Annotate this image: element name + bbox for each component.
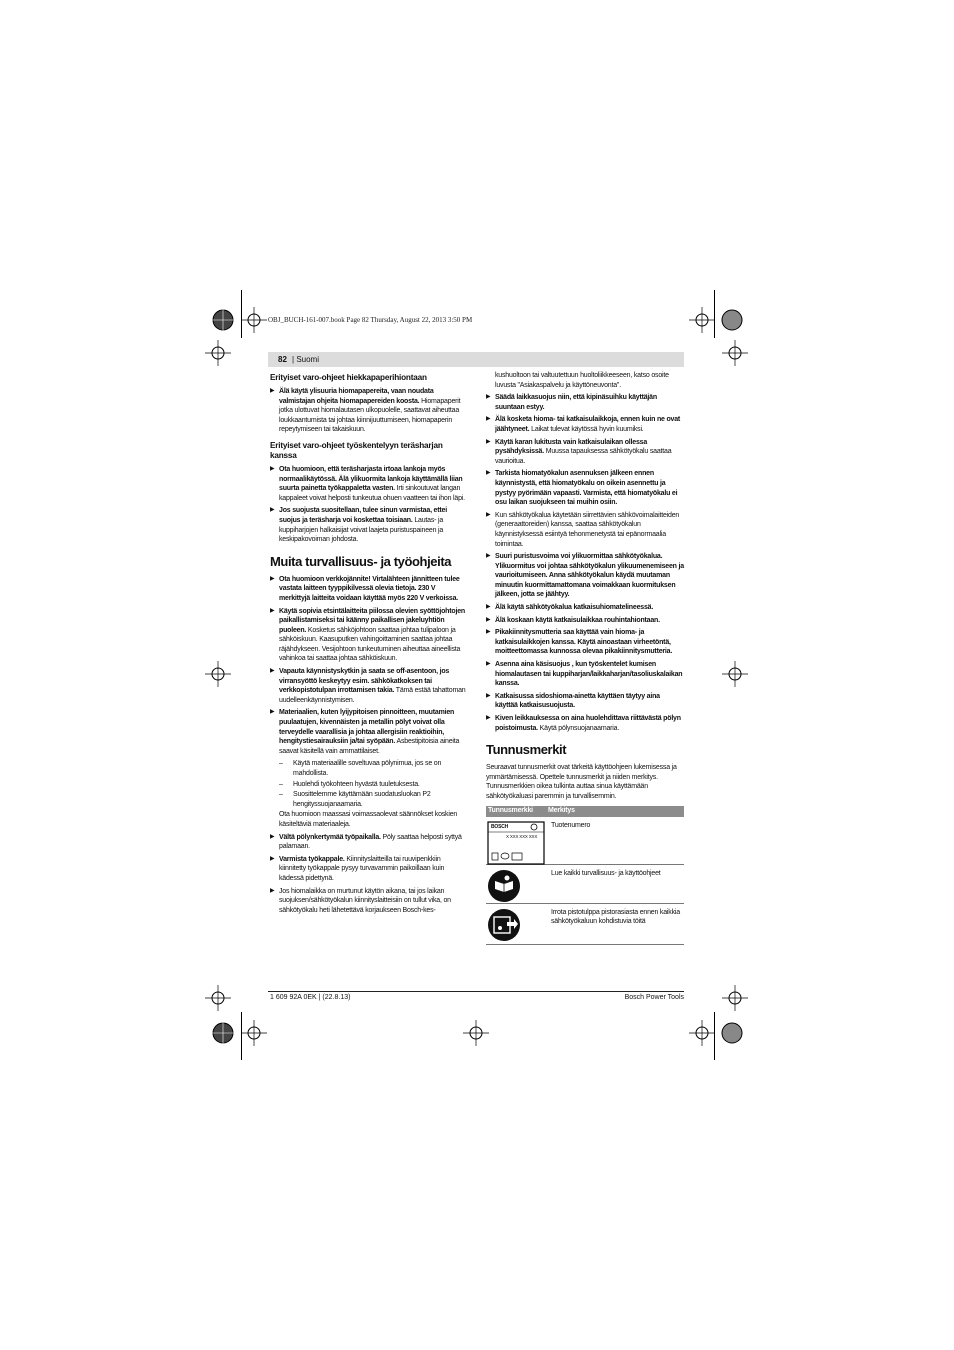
list-item: ▶ Varmista työkappale. Kiinnityslaitteilla tai ruuvipenkkiin kiinnitetty työkappale pysyy turvavammin paikoillaan kuin kädessä pidettynä. xyxy=(270,855,445,882)
left-column xyxy=(270,371,468,918)
list-item: ▶ Tarkista hiomatyökalun asennuksen jälkeen ennen käynnistystä, että hiomatyökalu on oikein asennettu ja pystyy pyörimään vapaasti. Varmista, että hiomatyökalu ei osu laikan suojukseen tai muihin osiin. xyxy=(486,470,678,507)
crosshair-mark-icon xyxy=(463,1020,489,1046)
bullet-icon: ▶ xyxy=(486,616,491,623)
bullet-icon: ▶ xyxy=(270,575,275,582)
list-item: ▶ Pikakiinnitysmutteria saa käyttää vain hioma- ja katkaisulaikkojen kanssa. Käytä ainoastaan virheetöntä, moitteettomassa kunnossa olevaa pikakiinnitysmutteria. xyxy=(486,629,673,656)
list-item: ▶ Kun sähkötyökalua käytetään siirrettävien sähkövoimalaitteiden (generaattoreiden) kanssa, saattaa sähkötyökalun käynnistyksessä esiintyä tehonmenetystä tai epänormaalia toimintaa. xyxy=(486,511,680,548)
crop-line xyxy=(241,290,242,338)
list-item: ▶ Ota huomioon, että teräsharjasta irtoaa lankoja myös normaalikäytössä. Älä ylikuormita lankoja käyttämällä liian suurta painetta työkappaletta vasten. Irti sinkoutuvat langan kappaleet voivat helposti tunkeutua ohuen vaatteen tai ihon läpi. xyxy=(270,465,465,502)
list-item: ▶ Materiaalien, kuten lyijypitoisen pinnoitteen, muutamien puulaatujen, kivennäisten ja metallin pölyt voivat olla terveydelle vaarallisia ja johtaa allergisiin reaktioihin, hengitystiesairauksiin ja/tai syöpään. Asbestipitoisia aineita saavat käsitellä vain ammattilaiset. xyxy=(270,709,460,755)
bullet-icon: ▶ xyxy=(270,855,275,862)
bullet-icon: ▶ xyxy=(486,661,491,668)
list-item: ▶ Vältä pölynkertymää työpaikalla. Pöly saattaa helposti syttyä palamaan. xyxy=(270,833,462,851)
list-item: ▶ Katkaisussa sidoshioma-ainetta käyttäen täytyy aina käyttää katkaisusuojusta. xyxy=(486,692,660,710)
bullet-icon: ▶ xyxy=(270,668,275,675)
crosshair-mark-icon xyxy=(722,661,748,687)
registration-mark-icon xyxy=(719,1020,745,1046)
table-header: Tunnusmerkki Merkitys xyxy=(486,806,684,817)
crosshair-mark-icon xyxy=(722,340,748,366)
bullet-icon: ▶ xyxy=(270,833,275,840)
bullet-icon: ▶ xyxy=(486,715,491,721)
crop-line xyxy=(241,1012,242,1060)
right-column xyxy=(486,371,684,945)
crosshair-mark-icon xyxy=(205,661,231,687)
bullet-icon: ▶ xyxy=(486,416,491,423)
list-item: ▶ Ota huomioon verkkojännite! Virtalähteen jännitteen tulee vastata laitteen tyyppikilvessä olevia tietoja. 230 V merkittyjä laitteita voidaan käyttää myös 220 V verkoissa. xyxy=(270,575,460,602)
bullet-icon: ▶ xyxy=(486,438,491,445)
crosshair-mark-icon xyxy=(722,985,748,1011)
list-item: ▶ Jos suojusta suositellaan, tulee sinun varmistaa, ettei suojus ja teräsharja voi koskettaa toisiaan. Lautas- ja kuppiharjojen halkaisijat voivat laajeta puristuspaineen ja keskipakovoiman johdosta. xyxy=(270,507,447,544)
symbol-meaning: Tuotenumero xyxy=(551,821,591,829)
crosshair-mark-icon xyxy=(205,340,231,366)
bullet-icon: ▶ xyxy=(270,607,275,614)
list-item: ▶ Kiven leikkauksessa on aina huolehdittava riittävästä pölyn poistoimusta. Käytä pölynsuojanaamaria. xyxy=(486,715,681,732)
list-item: ▶ Käytä sopivia etsintälaitteita piilossa olevien syöttöjohtojen paikallistamiseksi tai käänny paikallisen jakeluyhtiön puoleen. Kosketus sähköjohtoon saattaa johtaa tulipaloon ja sähköiskuun. Kaasuputken vahingoittaminen saattaa johtaa räjähdykseen. Vesijohtoon tunkeutuminen aiheuttaa aineellista vahinkoa tai saattaa johtaa sähköiskuun. xyxy=(270,607,465,663)
unplug-icon xyxy=(487,908,521,942)
bullet-icon: ▶ xyxy=(486,470,491,477)
list-item: ▶ Älä käytä sähkötyökalua katkaisuhiomatelineessä. xyxy=(486,604,654,612)
page-header xyxy=(268,352,684,367)
registration-mark-icon xyxy=(719,307,745,333)
language-label: | Suomi xyxy=(292,355,319,364)
page-number: 82 xyxy=(278,355,287,364)
section-title: Tunnusmerkit xyxy=(486,742,567,758)
bullet-icon: ▶ xyxy=(486,692,491,699)
dash-item: – Huolehdi työkohteen hyvästä tuuletuksesta. xyxy=(279,780,420,788)
list-item: ▶ Suuri puristusvoima voi ylikuormittaa sähkötyökalua. Ylikuormitus voi johtaa sähkötyökalun ylikuumenemiseen ja vaurioitumiseen. Anna sähkötyökalun käydä muutaman minuutin kuormittamattomana voimakkaan kuormituksen jälkeen, jotta se jäähtyy. xyxy=(486,553,684,599)
crop-line xyxy=(714,1012,715,1060)
registration-mark-icon xyxy=(210,1020,236,1046)
list-item: ▶ Älä koskaan käytä katkaisulaikkaa rouhintahiontaan. xyxy=(486,616,660,624)
crop-line xyxy=(714,290,715,338)
dash-item: – Suosittelemme käyttämään suodatusluokan P2 hengityssuojanaamaria. xyxy=(279,791,431,808)
table-row xyxy=(486,904,684,945)
list-item: ▶ Säädä laikkasuojus niin, että kipinäsuihku käyttäjän suuntaan estyy. xyxy=(486,394,657,411)
dash-item: – Käytä materiaalille soveltuvaa pölynimua, jos se on mahdollista. xyxy=(279,760,442,777)
bullet-icon: ▶ xyxy=(486,394,491,401)
table-row xyxy=(486,865,684,904)
crosshair-mark-icon xyxy=(689,307,715,333)
section-heading: Erityiset varo-ohjeet työskentelyyn teräsharjan kanssa xyxy=(270,440,443,460)
bullet-icon: ▶ xyxy=(486,604,491,611)
symbol-meaning: Irrota pistotulppa pistorasiasta ennen kaikkia sähkötyökaluun kohdistuvia töitä xyxy=(551,908,680,926)
bullet-icon: ▶ xyxy=(270,709,275,716)
bullet-icon: ▶ xyxy=(270,388,275,394)
list-item: ▶ Jos hiomalaikka on murtunut käytön aikana, tai jos laikan suojuksen/sähkötyökalun kiinnityslaitteisiin on tullut vika, on sähkötyökalu heti lähetettävä korjaukseen Bosch-kes- xyxy=(270,887,451,914)
bullet-icon: ▶ xyxy=(270,887,275,894)
list-item: ▶ Käytä karan lukitusta vain katkaisulaikan ollessa pysähdyksissä. Muussa tapauksessa sähkötyökalu saattaa vaurioitua. xyxy=(486,438,672,465)
bullet-icon: ▶ xyxy=(486,629,491,636)
list-item: ▶ Älä kosketa hioma- tai katkaisulaikkoja, ennen kuin ne ovat jäähtyneet. Laikat tulevat käytössä hyvin kuumiksi. xyxy=(486,416,681,433)
list-item: ▶ Vapauta käynnistyskytkin ja saata se off-asentoon, jos virransyöttö keskeytyy esim. sähkökatkoksen tai verkkopistotulpan irrottamisen takia. Tämä estää tahattoman uudelleenkäynnistymisen. xyxy=(270,668,466,704)
read-manual-icon xyxy=(487,869,521,903)
symbols-intro: Seuraavat tunnusmerkit ovat tärkeitä käyttöohjeen lukemisessa ja ymmärtämisessä. Opettele tunnusmerkit ja niiden merkitys. Tunnusmerkkien oikea tulkinta auttaa sinua käyttämään sähkötyökaluasi paremmin ja turvallisemmin. xyxy=(486,764,677,800)
symbol-meaning: Lue kaikki turvallisuus- ja käyttöohjeet xyxy=(551,869,661,877)
nameplate-brand: BOSCH xyxy=(491,823,509,830)
table-row xyxy=(486,817,684,865)
registration-mark-icon xyxy=(210,307,236,333)
crosshair-mark-icon xyxy=(241,1020,267,1046)
symbols-table xyxy=(486,806,684,945)
bullet-icon: ▶ xyxy=(486,553,491,560)
bullet-icon: ▶ xyxy=(270,507,275,514)
footer-rule xyxy=(268,991,684,992)
bullet-icon: ▶ xyxy=(486,511,491,518)
bullet-icon: ▶ xyxy=(270,465,275,472)
footer-brand: Bosch Power Tools xyxy=(624,994,684,1001)
section-title: Muita turvallisuus- ja työohjeita xyxy=(270,553,452,569)
crosshair-mark-icon xyxy=(241,307,267,333)
crosshair-mark-icon xyxy=(689,1020,715,1046)
print-info: OBJ_BUCH-161-007.book Page 82 Thursday, August 22, 2013 3:50 PM xyxy=(268,316,473,324)
nameplate-number: X XXX XXX XXX xyxy=(506,833,538,839)
list-item: ▶ Älä käytä ylisuuria hiomapapereita, vaan noudata valmistajan ohjeita hiomapapereiden koosta. Hiomapaperit jotka ulottuvat hiomalautasen ulkopuolelle, saattavat aiheuttaa loukkaantumista tai johtaa kiinnijuuttumiseen, hiomapaperin repeytymiseen tai takaiskuun. xyxy=(270,388,461,434)
note-text: Ota huomioon maassasi voimassaolevat säännökset koskien käsiteltäviä materiaaleja. xyxy=(279,811,458,828)
footer-doc-number: 1 609 92A 0EK | (22.8.13) xyxy=(270,994,351,1001)
section-heading: Erityiset varo-ohjeet hiekkapaperihiontaan xyxy=(270,373,427,382)
list-item: ▶ Asenna aina käsisuojus , kun työskentelet kumisen hiomalautasen tai kuppiharjan/laikkaharjan/tasoliuskalaikan kanssa. xyxy=(486,661,683,688)
continuation-text: kushuoltoon tai valtuutettuun huoltoliikkeeseen, katso osoite luvusta "Asiakaspalvelu ja käyttöneuvonta". xyxy=(495,372,669,389)
crosshair-mark-icon xyxy=(205,985,231,1011)
